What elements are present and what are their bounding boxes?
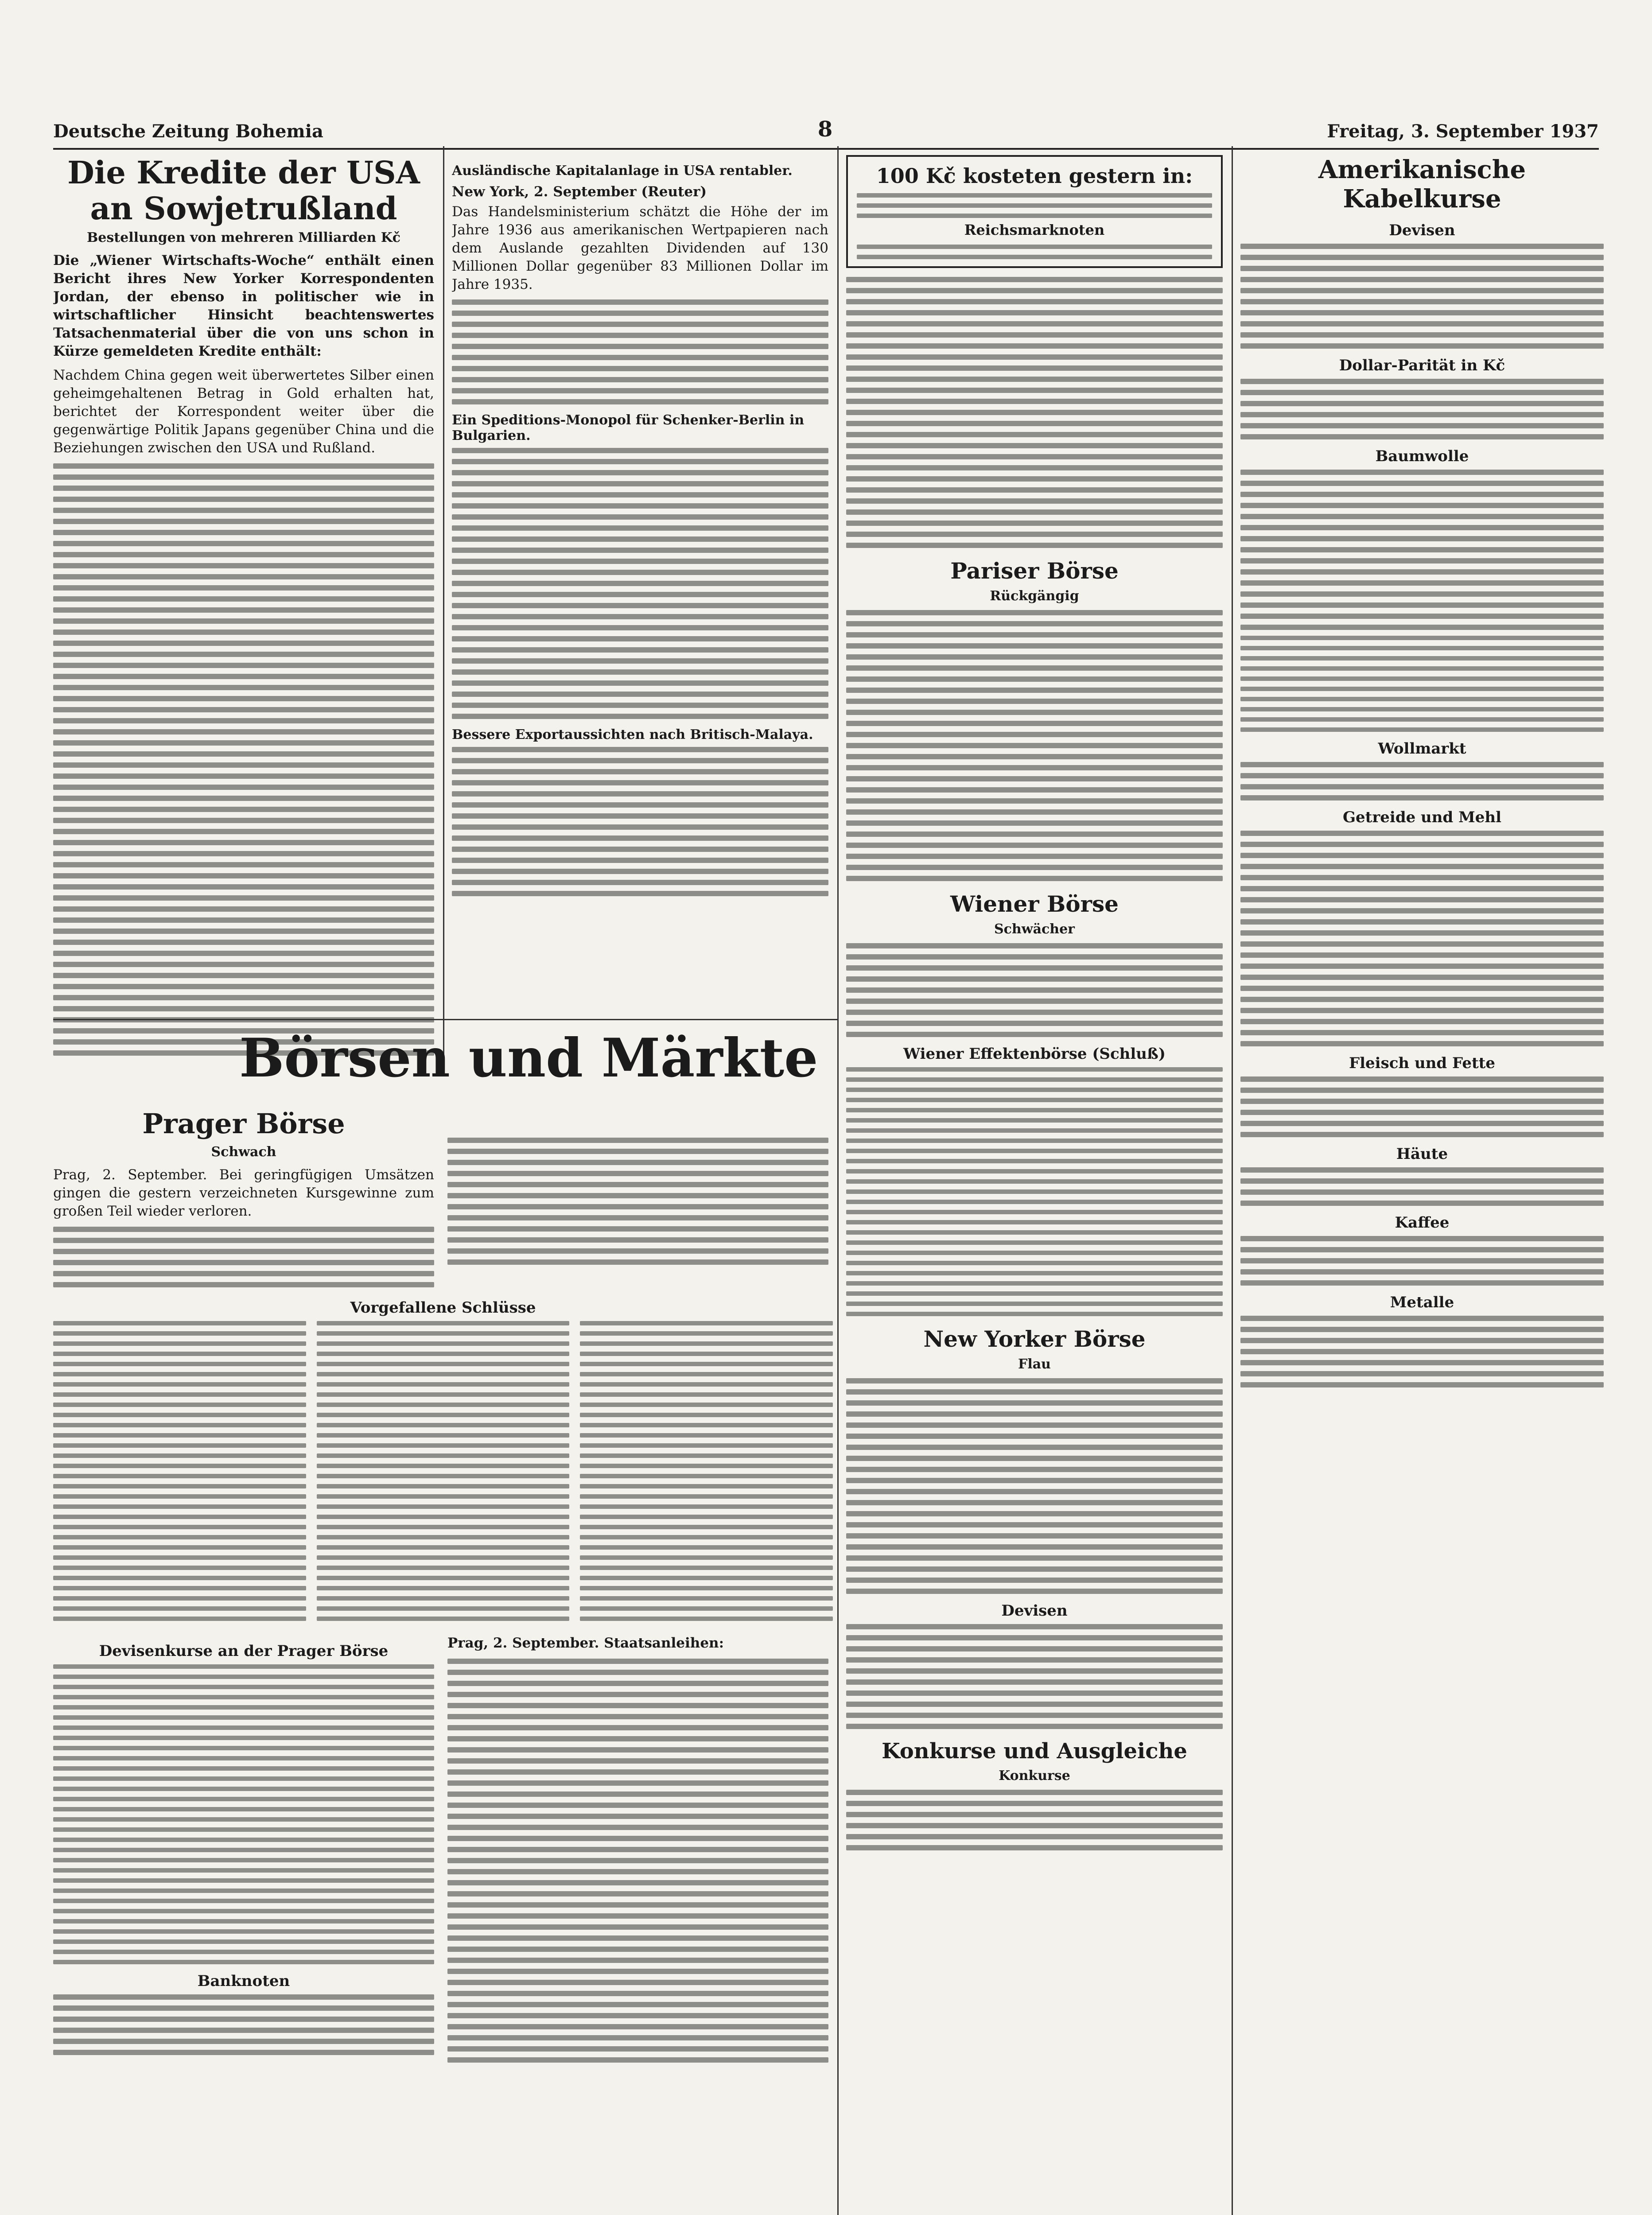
- news-body-1: Das Handelsministerium schätzt die Höhe der im Jahre 1936 aus amerikanischen Wertpapieren nach dem Auslande gezahlten Dividenden auf 130 Millionen Dollar gegenüber 83 Millionen Dollar im Jahre 1935.: [452, 203, 828, 292]
- prager-text-lines-2: [447, 1138, 828, 1265]
- dollar-paritaet-title: Dollar-Parität in Kč: [1339, 357, 1505, 374]
- article-headline: Die Kredite der USA an Sowjetrußland: [67, 155, 420, 227]
- pariser-boerse-title: Pariser Börse: [950, 558, 1119, 584]
- metalle-title: Metalle: [1390, 1294, 1454, 1311]
- article-subhead: Bestellungen von mehreren Milliarden Kč: [86, 230, 401, 245]
- wiener-lines: [846, 943, 1223, 1037]
- banknoten-title: Banknoten: [197, 1972, 290, 1990]
- exchange-box: [846, 155, 1223, 268]
- header-page-number: 8: [817, 117, 833, 142]
- exchange-box-sub: Reichsmarknoten: [964, 222, 1105, 238]
- prager-boerse-title: Prager Börse: [142, 1108, 345, 1140]
- header-date: Freitag, 3. September 1937: [1327, 121, 1599, 142]
- newyork-lines: [846, 1378, 1223, 1594]
- getreide-title: Getreide und Mehl: [1342, 808, 1502, 826]
- staatsanleihen-head: Prag, 2. September. Staatsanleihen:: [447, 1635, 724, 1651]
- column-rule: [1232, 146, 1233, 2215]
- page-header: [53, 106, 1599, 150]
- kaffee-title: Kaffee: [1395, 1214, 1450, 1232]
- news-headline-2: Ein Speditions-Monopol für Schenker-Berlin in Bulgarien.: [452, 412, 805, 444]
- article-economic-news: [452, 155, 828, 1014]
- banknoten-lines: [53, 1994, 434, 2055]
- kabelkurse-title: Amerikanische Kabelkurse: [1318, 155, 1526, 214]
- news-headline-3: Bessere Exportaussichten nach Britisch-Malaya.: [452, 727, 813, 743]
- prager-boerse-text: Prag, 2. September. Bei geringfügigen Umsätzen gingen die gestern verzeichneten Kursgewinne zum großen Teil wieder verloren.: [53, 1167, 434, 1219]
- devisenkurse-title: Devisenkurse an der Prager Börse: [99, 1642, 389, 1660]
- devisenkurse-table: [53, 1664, 434, 1964]
- section-rule: [53, 1019, 837, 1020]
- prager-boerse-sub: Schwach: [211, 1144, 276, 1160]
- boersen-section: [53, 1028, 833, 2215]
- haeute-title: Häute: [1396, 1145, 1448, 1163]
- column-rule: [443, 146, 444, 1059]
- fleisch-title: Fleisch und Fette: [1349, 1054, 1495, 1072]
- article-usa-credits: [53, 155, 434, 1059]
- schluesse-table: [53, 1321, 833, 1621]
- staatsanleihen-lines: [447, 1659, 828, 2063]
- wiener-boerse-sub: Schwächer: [994, 921, 1075, 937]
- newyork-boerse-sub: Flau: [1018, 1356, 1051, 1372]
- article-intro: Die „Wiener Wirtschafts-Woche“ enthält einen Bericht ihres New Yorker Korrespondenten Jordan, der ebenso in politischer wie in wirtschaftlicher Hinsicht beachtenswertes Tatsachenmaterial über die von uns schon in Kürze gemeldeten Kredite enthält:: [53, 253, 434, 359]
- devisen-head: Devisen: [1001, 1602, 1068, 1620]
- section-title: Börsen und Märkte: [239, 1028, 818, 1089]
- devisen-lines: [846, 1624, 1223, 1729]
- exchange-lines: [846, 277, 1223, 548]
- news-lines-1: [452, 299, 828, 404]
- article-text-lines: [53, 463, 434, 1059]
- column-rule: [837, 146, 839, 2215]
- news-dateline: New York, 2. September (Reuter): [452, 184, 707, 200]
- konkurse-sub: Konkurse: [999, 1768, 1070, 1784]
- effekten-table: [846, 1067, 1223, 1316]
- pariser-boerse-sub: Rückgängig: [990, 588, 1079, 604]
- news-lines-2: [452, 448, 828, 719]
- effekten-title: Wiener Effektenbörse (Schluß): [903, 1045, 1166, 1063]
- pariser-lines: [846, 610, 1223, 881]
- column-markets: [846, 155, 1223, 2215]
- newyork-boerse-title: New Yorker Börse: [923, 1326, 1146, 1352]
- schluesse-title: Vorgefallene Schlüsse: [350, 1298, 536, 1317]
- prager-text-lines: [53, 1227, 434, 1287]
- header-paper-name: Deutsche Zeitung Bohemia: [53, 121, 323, 142]
- news-lines-3: [452, 747, 828, 896]
- column-cables: [1240, 155, 1604, 2215]
- konkurse-lines: [846, 1790, 1223, 1850]
- konkurse-title: Konkurse und Ausgleiche: [882, 1739, 1187, 1764]
- article-body: Nachdem China gegen weit überwertetes Silber einen geheimgehaltenen Betrag in Gold erhalten hat, berichtet der Korrespondent weiter über die gegenwärtige Politik Japans gegenüber China und die Beziehungen zwischen den USA und Rußland.: [53, 367, 434, 456]
- wiener-boerse-title: Wiener Börse: [950, 891, 1119, 917]
- news-headline-1: Ausländische Kapitalanlage in USA rentabler.: [452, 163, 793, 179]
- devisen-title: Devisen: [1389, 222, 1455, 239]
- wollmarkt-title: Wollmarkt: [1378, 740, 1466, 758]
- baumwolle-title: Baumwolle: [1375, 447, 1469, 465]
- exchange-box-title: 100 Kč kosteten gestern in:: [876, 164, 1193, 188]
